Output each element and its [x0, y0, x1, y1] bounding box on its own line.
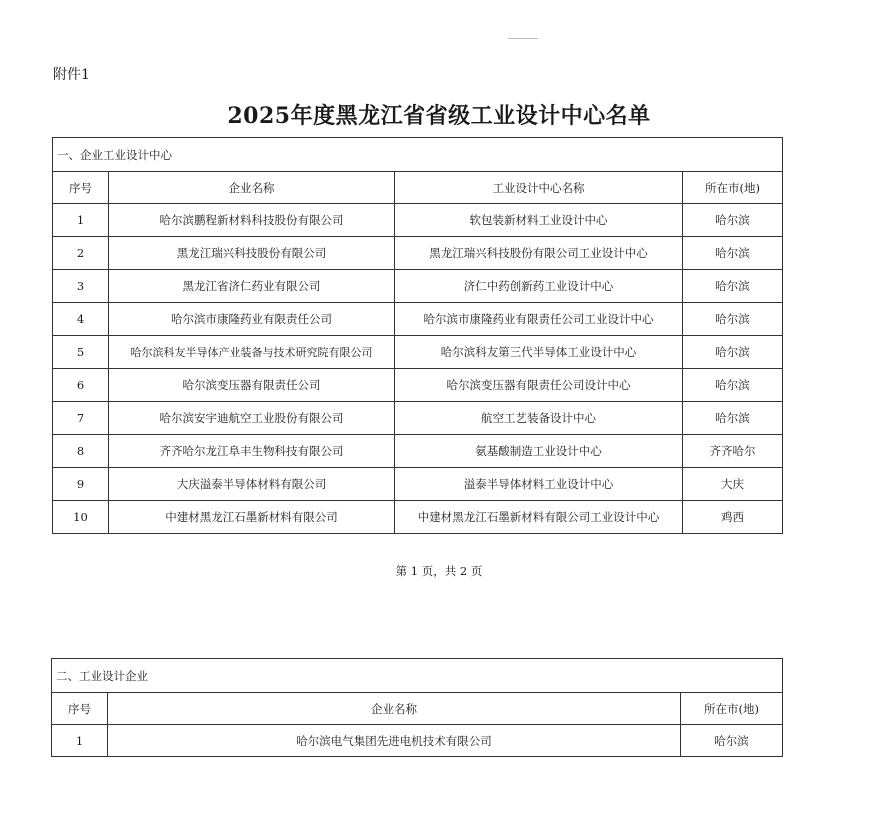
table-row — [53, 303, 783, 336]
city: 齐齐哈尔 — [683, 435, 783, 468]
table-row — [53, 369, 783, 402]
center-name: 黑龙江瑞兴科技股份有限公司工业设计中心 — [395, 237, 683, 270]
column-header-city: 所在市(地) — [681, 693, 783, 725]
row-index: 2 — [53, 237, 109, 270]
table-row — [53, 435, 783, 468]
center-name: 哈尔滨变压器有限责任公司设计中心 — [395, 369, 683, 402]
center-name: 中建材黑龙江石墨新材料有限公司工业设计中心 — [395, 501, 683, 534]
table-row — [53, 204, 783, 237]
column-header-index: 序号 — [52, 693, 108, 725]
center-name: 哈尔滨科友第三代半导体工业设计中心 — [395, 336, 683, 369]
city: 哈尔滨 — [683, 303, 783, 336]
row-index: 3 — [53, 270, 109, 303]
company-name: 哈尔滨变压器有限责任公司 — [109, 369, 395, 402]
city: 哈尔滨 — [683, 336, 783, 369]
table-row — [53, 501, 783, 534]
city: 哈尔滨 — [683, 369, 783, 402]
table-row — [53, 468, 783, 501]
city: 哈尔滨 — [683, 270, 783, 303]
row-index: 5 — [53, 336, 109, 369]
city: 哈尔滨 — [681, 725, 783, 757]
table-row — [53, 270, 783, 303]
table-row — [52, 725, 783, 757]
city: 鸡西 — [683, 501, 783, 534]
section-heading: 一、企业工业设计中心 — [53, 138, 783, 172]
row-index: 6 — [53, 369, 109, 402]
table-row — [53, 402, 783, 435]
table-row — [53, 237, 783, 270]
table-row — [53, 336, 783, 369]
center-name: 氨基酸制造工业设计中心 — [395, 435, 683, 468]
company-name: 黑龙江瑞兴科技股份有限公司 — [109, 237, 395, 270]
scan-mark — [508, 38, 538, 39]
company-name: 哈尔滨电气集团先进电机技术有限公司 — [108, 725, 681, 757]
column-header-company: 企业名称 — [108, 693, 681, 725]
city: 大庆 — [683, 468, 783, 501]
document-title: 2025年度黑龙江省省级工业设计中心名单 — [227, 103, 651, 129]
section-heading: 二、工业设计企业 — [52, 659, 783, 693]
row-index: 10 — [53, 501, 109, 534]
center-name: 软包装新材料工业设计中心 — [395, 204, 683, 237]
center-name: 溢泰半导体材料工业设计中心 — [395, 468, 683, 501]
table-header-row — [53, 172, 783, 204]
column-header-index: 序号 — [53, 172, 109, 204]
company-name: 哈尔滨安宇迪航空工业股份有限公司 — [109, 402, 395, 435]
design-enterprise-table — [51, 658, 783, 757]
row-index: 1 — [53, 204, 109, 237]
row-index: 1 — [52, 725, 108, 757]
row-index: 8 — [53, 435, 109, 468]
design-center-table — [52, 137, 783, 534]
column-header-company: 企业名称 — [109, 172, 395, 204]
attachment-label: 附件1 — [53, 67, 90, 83]
city: 哈尔滨 — [683, 237, 783, 270]
center-name: 济仁中药创新药工业设计中心 — [395, 270, 683, 303]
company-name: 大庆溢泰半导体材料有限公司 — [109, 468, 395, 501]
row-index: 9 — [53, 468, 109, 501]
company-name: 中建材黑龙江石墨新材料有限公司 — [109, 501, 395, 534]
company-name: 哈尔滨鹏程新材料科技股份有限公司 — [109, 204, 395, 237]
city: 哈尔滨 — [683, 204, 783, 237]
company-name: 哈尔滨科友半导体产业装备与技术研究院有限公司 — [109, 336, 395, 369]
company-name: 哈尔滨市康隆药业有限责任公司 — [109, 303, 395, 336]
center-name: 航空工艺装备设计中心 — [395, 402, 683, 435]
table-header-row — [52, 693, 783, 725]
city: 哈尔滨 — [683, 402, 783, 435]
row-index: 7 — [53, 402, 109, 435]
company-name: 齐齐哈尔龙江阜丰生物科技有限公司 — [109, 435, 395, 468]
row-index: 4 — [53, 303, 109, 336]
column-header-city: 所在市(地) — [683, 172, 783, 204]
column-header-center: 工业设计中心名称 — [395, 172, 683, 204]
company-name: 黑龙江省济仁药业有限公司 — [109, 270, 395, 303]
page-number: 第 1 页，共 2 页 — [395, 564, 483, 578]
center-name: 哈尔滨市康隆药业有限责任公司工业设计中心 — [395, 303, 683, 336]
